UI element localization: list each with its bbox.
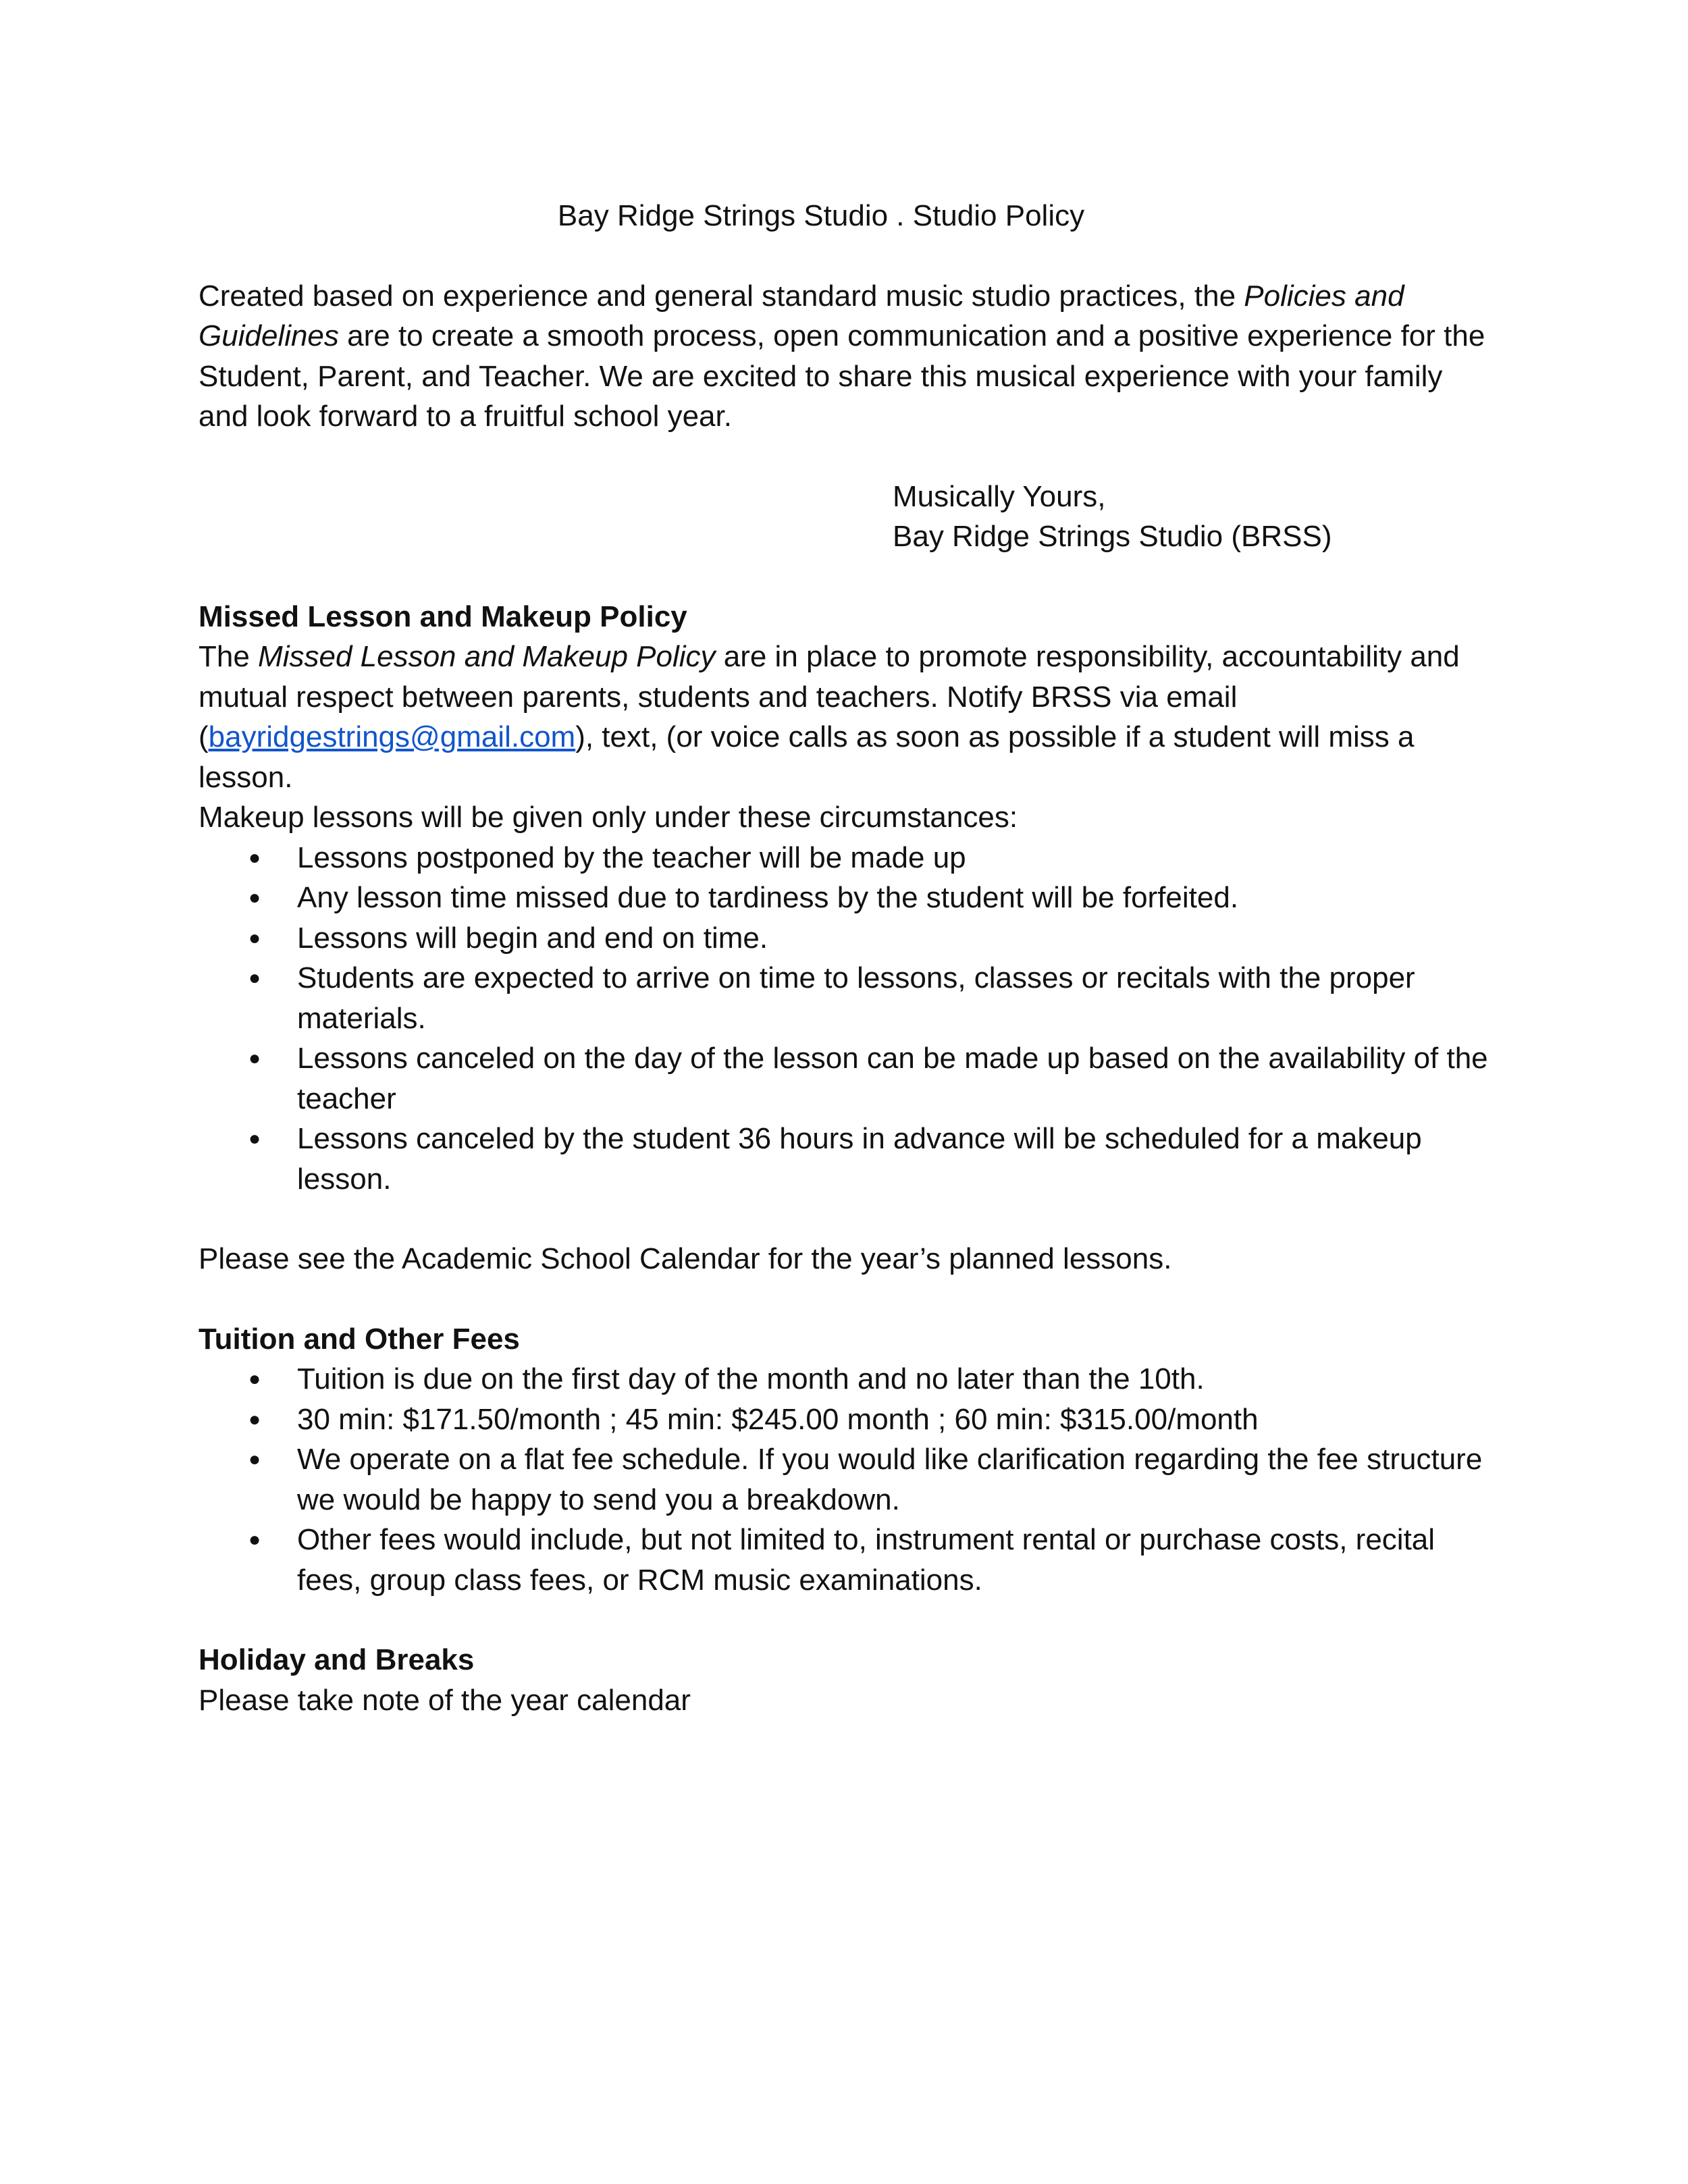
spacer: [199, 557, 1495, 597]
signoff-line-2: Bay Ridge Strings Studio (BRSS): [893, 520, 1332, 553]
bullet-icon: ●: [248, 967, 261, 989]
missed-italic: Missed Lesson and Makeup Policy: [258, 640, 716, 673]
bullet-icon: ●: [248, 846, 261, 869]
list-item: [199, 1038, 1495, 1119]
list-item-text: Students are expected to arrive on time to lessons, classes or recitals with the proper materials.: [297, 961, 1415, 1035]
list-item-text: Lessons canceled on the day of the lesson can be made up based on the availability of the teacher: [297, 1042, 1488, 1115]
list-item: [199, 1359, 1495, 1400]
list-item-text: Any lesson time missed due to tardiness by the student will be forfeited.: [297, 881, 1239, 914]
bullet-icon: ●: [248, 1368, 261, 1390]
bullet-icon: ●: [248, 926, 261, 949]
list-item-text: Other fees would include, but not limited to, instrument rental or purchase costs, recital fees, group class fees, or RCM music examinations.: [297, 1523, 1435, 1597]
intro-paragraph: [199, 276, 1495, 437]
bullet-icon: ●: [248, 1448, 261, 1470]
list-item: [199, 1520, 1495, 1600]
spacer: [199, 1199, 1495, 1239]
spacer: [199, 1600, 1495, 1640]
missed-text-3: ), text, (or voice calls as soon as possible if a student will miss a lesson.: [199, 720, 1415, 794]
missed-text-2: are in place to promote responsibility, accountability and mutual respect between parents, students and teachers. Notify BRSS via email (: [199, 640, 1460, 753]
list-item-text: Tuition is due on the first day of the month and no later than the 10th.: [297, 1362, 1205, 1395]
missed-lesson-paragraph: [199, 637, 1495, 797]
email-link[interactable]: bayridgestrings@gmail.com: [208, 720, 576, 753]
spacer: [199, 437, 1495, 477]
list-item: [199, 878, 1495, 918]
spacer: [199, 236, 1495, 276]
signoff: [893, 477, 1495, 557]
list-item: [199, 958, 1495, 1038]
intro-text-2: are to create a smooth process, open communication and a positive experience for the Student, Parent, and Teacher. We are excited to share this musical experience with your family and look forward to a fruitful school year.: [199, 319, 1485, 433]
calendar-note: Please see the Academic School Calendar for the year’s planned lessons.: [199, 1242, 1172, 1275]
policy-document: [199, 196, 1495, 1720]
list-item-text: Lessons postponed by the teacher will be made up: [297, 841, 966, 874]
tuition-heading: Tuition and Other Fees: [199, 1322, 520, 1356]
bullet-icon: ●: [248, 886, 261, 909]
list-item: [199, 1439, 1495, 1520]
spacer: [199, 1279, 1495, 1319]
list-item-text: Lessons will begin and end on time.: [297, 921, 768, 955]
holiday-heading: Holiday and Breaks: [199, 1643, 475, 1676]
page-title: Bay Ridge Strings Studio . Studio Policy: [557, 199, 1085, 232]
bullet-icon: ●: [248, 1127, 261, 1150]
list-item-text: We operate on a flat fee schedule. If you would like clarification regarding the fee structure we would be happy to send you a breakdown.: [297, 1443, 1483, 1516]
bullet-icon: ●: [248, 1047, 261, 1069]
list-item: [199, 1119, 1495, 1199]
list-item-text: 30 min: $171.50/month ; 45 min: $245.00 month ; 60 min: $315.00/month: [297, 1402, 1259, 1436]
holiday-text: Please take note of the year calendar: [199, 1683, 691, 1717]
bullet-icon: ●: [248, 1408, 261, 1431]
intro-text-1: Created based on experience and general standard music studio practices, the: [199, 279, 1244, 313]
list-item-text: Lessons canceled by the student 36 hours in advance will be scheduled for a makeup lesson.: [297, 1122, 1422, 1196]
missed-text-1: The: [199, 640, 259, 673]
list-item: [199, 1400, 1495, 1440]
intro-italic: Policies and Guidelines: [199, 279, 1404, 352]
makeup-intro: Makeup lessons will be given only under these circumstances:: [199, 801, 1018, 834]
bullet-icon: ●: [248, 1528, 261, 1551]
list-item: [199, 838, 1495, 878]
missed-lesson-heading: Missed Lesson and Makeup Policy: [199, 600, 687, 633]
signoff-line-1: Musically Yours,: [893, 479, 1106, 513]
list-item: [199, 918, 1495, 959]
makeup-list: [199, 838, 1495, 1200]
tuition-list: [199, 1359, 1495, 1600]
